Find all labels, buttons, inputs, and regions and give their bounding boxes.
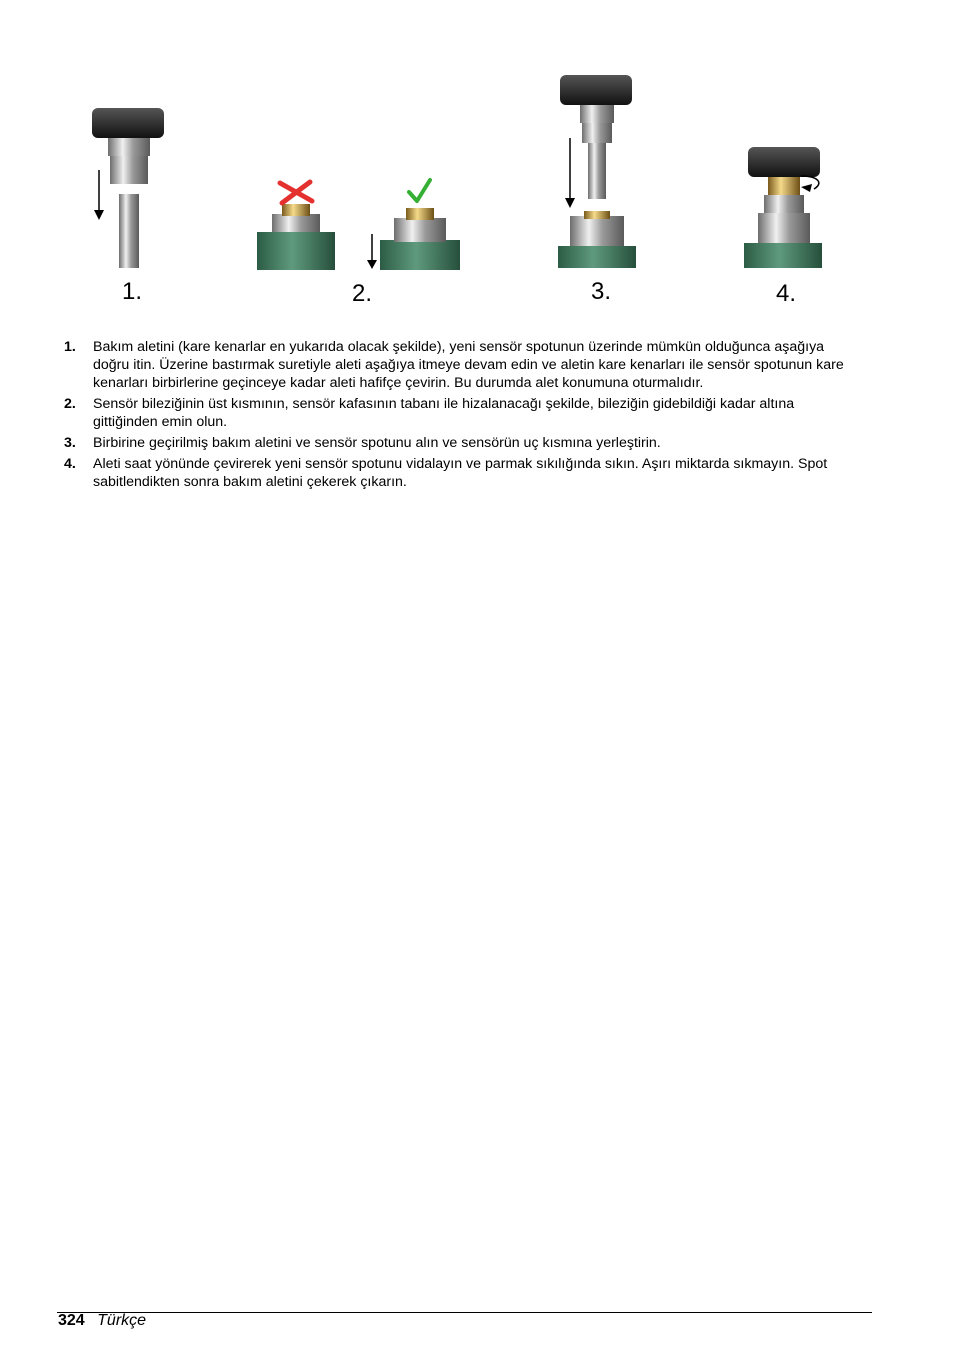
sensor-spot bbox=[764, 195, 804, 213]
tool-collar bbox=[580, 105, 614, 123]
sensor-collar bbox=[758, 213, 810, 243]
list-item-number: 1. bbox=[64, 339, 76, 355]
sensor-spot-wrong bbox=[282, 204, 310, 216]
tool-collar bbox=[108, 138, 150, 156]
list-item-text: Sensör bileziğinin üst kısmının, sensör kafasının tabanı ile hizalanacağı şekilde, bileziğin gidebildiği kadar altına gittiğinden emin olun. bbox=[93, 396, 795, 430]
page-number: 324 bbox=[58, 1312, 85, 1329]
installation-illustration bbox=[60, 70, 880, 310]
list-item-number: 2. bbox=[64, 396, 76, 412]
list-item bbox=[60, 434, 860, 452]
cross-mark-icon bbox=[280, 182, 312, 203]
installation-figure bbox=[60, 70, 880, 310]
down-arrow-icon bbox=[367, 234, 377, 269]
sensor-collar-correct bbox=[394, 218, 446, 242]
tool-socket bbox=[582, 123, 612, 143]
sensor-body bbox=[558, 246, 636, 268]
footer-language: Türkçe bbox=[97, 1312, 147, 1329]
sensor-body-correct bbox=[380, 240, 460, 270]
tool-collar bbox=[768, 177, 800, 195]
list-item-text: Birbirine geçirilmiş bakım aletini ve sensör spotunu alın ve sensörün uç kısmına yerleştirin. bbox=[93, 435, 661, 451]
footer-divider bbox=[57, 1312, 872, 1313]
list-item bbox=[60, 338, 860, 392]
list-item bbox=[60, 395, 860, 431]
sensor-tip bbox=[584, 211, 610, 219]
sensor-body-wrong bbox=[257, 232, 335, 270]
sensor-body bbox=[744, 243, 822, 268]
sensor-spot-tube bbox=[119, 194, 139, 268]
down-arrow-icon bbox=[94, 170, 104, 220]
step-2-label: 2. bbox=[352, 280, 373, 307]
check-mark-icon bbox=[409, 180, 430, 201]
step-4-illustration bbox=[744, 147, 822, 268]
step-1-illustration bbox=[92, 108, 164, 268]
list-item-number: 3. bbox=[64, 435, 76, 451]
step-1-label: 1. bbox=[122, 278, 143, 305]
instruction-list bbox=[60, 338, 860, 494]
step-3-illustration bbox=[558, 75, 636, 268]
tool-knob bbox=[560, 75, 632, 105]
tool-knob bbox=[748, 147, 820, 177]
list-item-number: 4. bbox=[64, 456, 76, 472]
down-arrow-icon bbox=[565, 138, 575, 208]
rotate-arrow-icon bbox=[801, 176, 819, 192]
sensor-collar-wrong bbox=[272, 214, 320, 232]
list-item-text: Bakım aletini (kare kenarlar en yukarıda olacak şekilde), yeni sensör spotunun üzerinde mümkün olduğunca aşağıya doğru itin. Üzerine bastırmak suretiyle aleti aşağıya itmeye devam edin ve aletin kare kenarları ile sensör spotunun kare kenarları birbirlerine geçinceye kadar aleti hafifçe çevirin. Bu durumda alet konumuna oturmalıdır. bbox=[93, 339, 844, 391]
page-footer bbox=[58, 1312, 146, 1330]
step-2-illustration bbox=[257, 180, 460, 270]
sensor-spot-tube bbox=[588, 143, 606, 199]
step-4-label: 4. bbox=[776, 280, 797, 307]
list-item-text: Aleti saat yönünde çevirerek yeni sensör spotunu vidalayın ve parmak sıkılığında sıkın. Aşırı miktarda sıkmayın. Spot sabitlendikten sonra bakım aletini çekerek çıkarın. bbox=[93, 456, 828, 490]
sensor-spot-correct bbox=[406, 208, 434, 220]
sensor-collar bbox=[570, 216, 624, 246]
tool-knob bbox=[92, 108, 164, 138]
list-item bbox=[60, 455, 860, 491]
step-3-label: 3. bbox=[591, 278, 612, 305]
tool-socket bbox=[110, 156, 148, 184]
